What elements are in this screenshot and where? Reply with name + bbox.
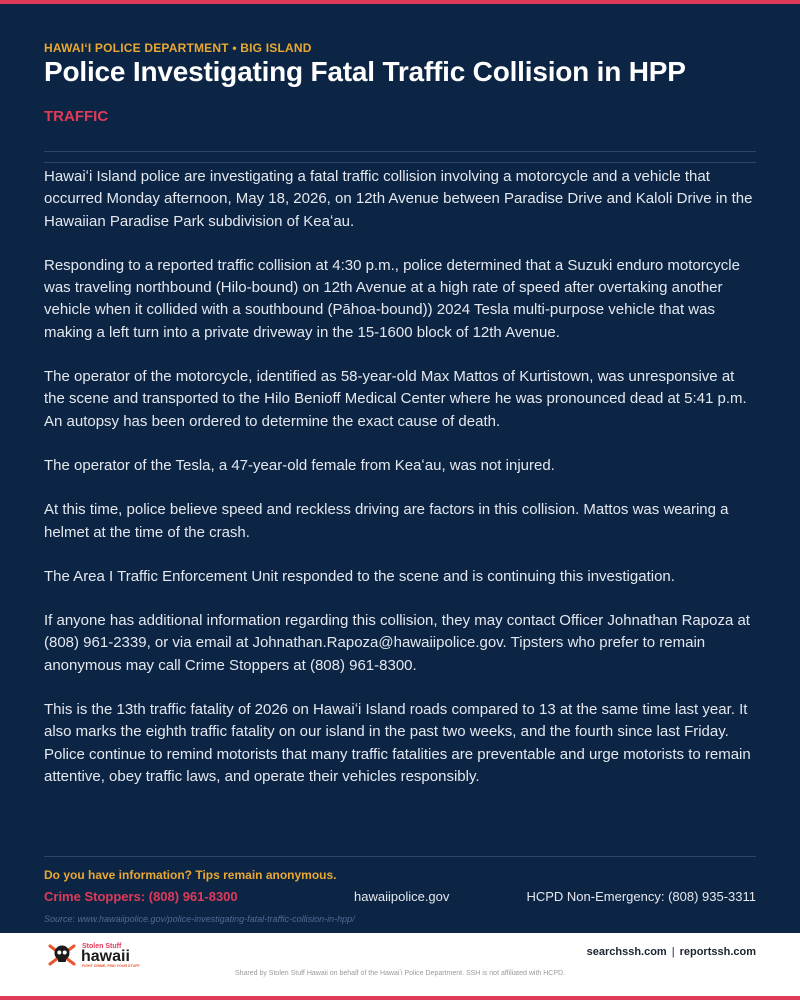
agency-label: HAWAIʻI POLICE DEPARTMENT • BIG ISLAND <box>44 41 312 55</box>
page-title: Police Investigating Fatal Traffic Collision in HPP <box>44 56 686 87</box>
website-link[interactable]: hawaiipolice.gov <box>354 889 450 904</box>
non-emergency-phone[interactable]: HCPD Non-Emergency: (808) 935-3311 <box>526 889 756 904</box>
skull-icon <box>50 946 74 965</box>
article-paragraph: Hawaiʻi Island police are investigating a fatal traffic collision involving a motorcycle and a vehicle that occurred Monday afternoon, May 18, 2026, on 12th Avenue between Paradise Drive and Kaloli Drive in the Hawaiian Paradise Park subdivision of Keaʻau. <box>44 168 753 230</box>
stolen-stuff-hawaii-logo <box>48 940 152 968</box>
divider <box>44 162 756 163</box>
divider <box>44 151 756 152</box>
footer-divider <box>44 856 756 857</box>
article-paragraph: The Area I Traffic Enforcement Unit responded to the scene and is continuing this investigation. <box>44 567 675 585</box>
reportssh-link[interactable]: reportssh.com <box>679 946 756 958</box>
article-paragraph: If anyone has additional information regarding this collision, they may contact Officer Johnathan Rapoza at (808) 961-2339, or via email at Johnathan.Rapoza@hawaiipolice.gov. Tipsters who prefer to remain anonymous may call Crime Stoppers at (808) 961-8300. <box>44 612 750 674</box>
logo-top-text: Stolen Stuff <box>82 943 122 950</box>
article-paragraph: Responding to a reported traffic collision at 4:30 p.m., police determined that a Suzuki enduro motorcycle was traveling northbound (Hilo-bound) on 12th Avenue at a high rate of speed after overtaking another vehicle when it collided with a southbound (Pāhoa-bound)) 2024 Tesla multi-purpose vehicle that was making a left turn into a private driveway in the 15-1600 block of 12th Avenue. <box>44 256 740 341</box>
article-paragraph: The operator of the Tesla, a 47-year-old female from Keaʻau, was not injured. <box>44 456 555 474</box>
article-paragraph: The operator of the motorcycle, identified as 58-year-old Max Mattos of Kurtistown, was unresponsive at the scene and transported to the Hilo Benioff Medical Center where he was pronounced dead at 5:41 p.m. An autopsy has been ordered to determine the exact cause of death. <box>44 368 747 430</box>
ssh-links <box>587 946 756 958</box>
link-separator: | <box>671 946 675 958</box>
category-label: TRAFFIC <box>44 108 109 125</box>
article-paragraph: This is the 13th traffic fatality of 2026 on Hawaiʻi Island roads compared to 13 at the same time last year. It also marks the eighth traffic fatality on our island in the past two weeks, and the fourth since last Friday. Police continue to remind motorists that many traffic fatalities are preventable and urge motorists to remain attentive, obey traffic laws, and operate their vehicles responsibly. <box>44 701 751 785</box>
article-paragraph: At this time, police believe speed and reckless driving are factors in this collision. Mattos was wearing a helmet at the time of the crash. <box>44 501 729 541</box>
press-release-panel <box>0 4 800 933</box>
disclaimer-text: Shared by Stolen Stuff Hawaii on behalf of the Hawaiʻi Police Department. SSH is not affiliated with HCPD. <box>234 970 566 977</box>
logo-graphic <box>48 940 152 968</box>
logo-tagline: FIGHT CRIME. FIND YOUR STUFF. <box>82 964 141 968</box>
logo-main-text: hawaii <box>81 948 130 965</box>
bottom-accent-bar <box>0 996 800 1000</box>
crime-stoppers-phone[interactable]: Crime Stoppers: (808) 961-8300 <box>44 889 238 904</box>
searchssh-link[interactable]: searchssh.com <box>586 946 667 958</box>
article-body <box>44 166 756 810</box>
tips-heading: Do you have information? Tips remain anonymous. <box>44 868 337 882</box>
source-link[interactable]: Source: www.hawaiipolice.gov/police-investigating-fatal-traffic-collision-in-hpp/ <box>44 914 355 924</box>
